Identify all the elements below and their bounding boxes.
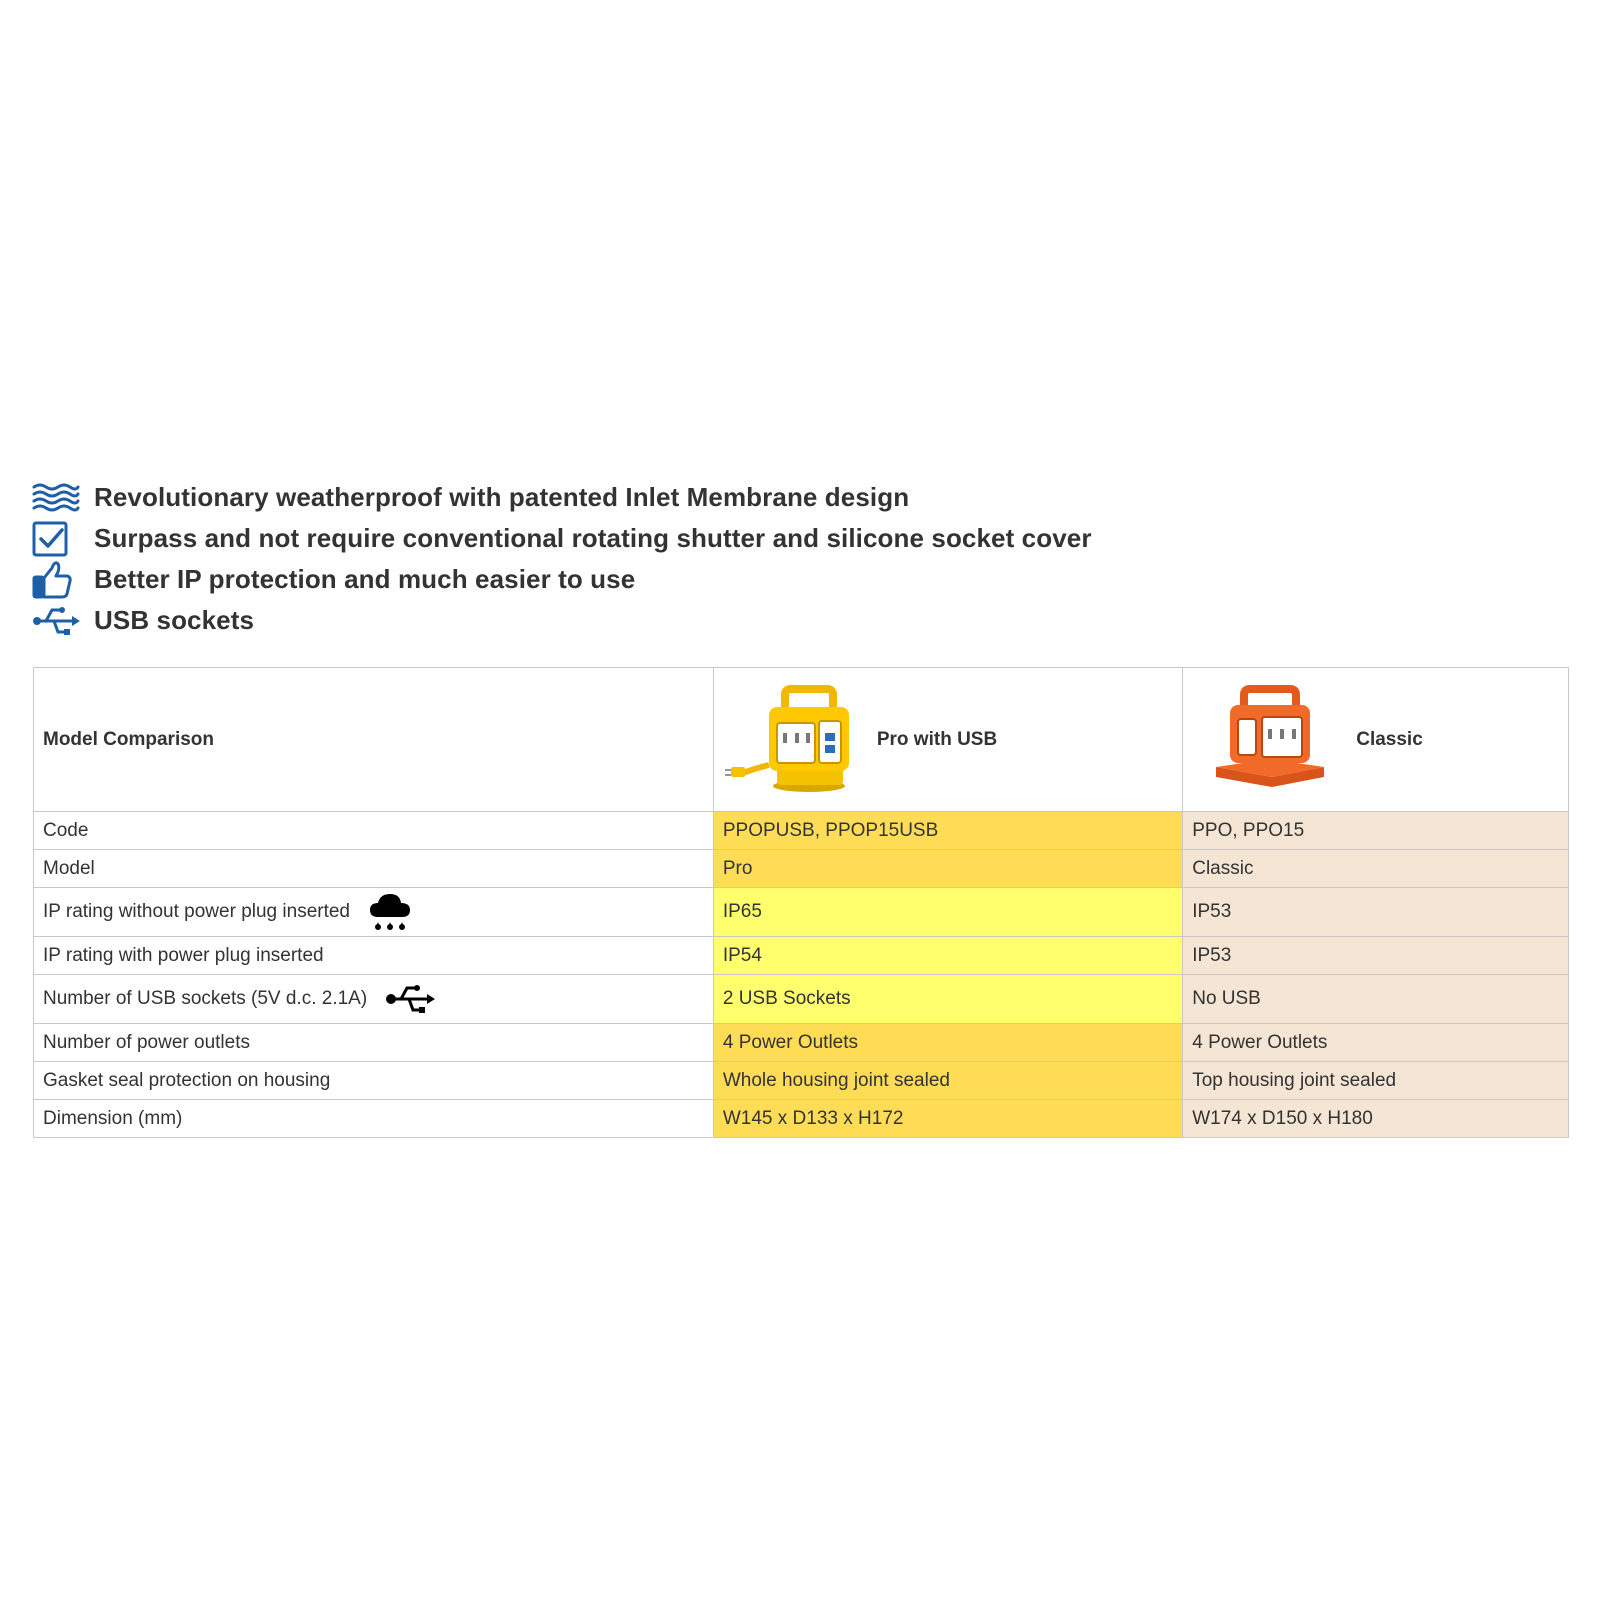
pro-product-image <box>723 685 873 795</box>
classic-value: IP53 <box>1183 888 1569 937</box>
row-label: Model <box>34 850 714 888</box>
row-label: Code <box>34 812 714 850</box>
table-row <box>34 888 1569 937</box>
feature-item-weatherproof <box>32 477 1432 518</box>
row-label: IP rating without power plug inserted <box>43 901 350 922</box>
pro-value: IP54 <box>713 937 1182 975</box>
usb-icon <box>385 983 437 1015</box>
feature-item-ip-protection <box>32 559 1432 600</box>
classic-value: PPO, PPO15 <box>1183 812 1569 850</box>
pro-value: IP65 <box>713 888 1182 937</box>
thumbs-up-icon <box>32 562 84 598</box>
row-label: Gasket seal protection on housing <box>34 1062 714 1100</box>
feature-text: Surpass and not require conventional rotating shutter and silicone socket cover <box>94 523 1092 553</box>
row-label: Number of USB sockets (5V d.c. 2.1A) <box>43 988 368 1009</box>
classic-value: Classic <box>1183 850 1569 888</box>
header-classic-label: Classic <box>1356 728 1423 750</box>
table-row <box>34 850 1569 888</box>
table-row <box>34 937 1569 975</box>
feature-text: USB sockets <box>94 605 255 635</box>
table-row <box>34 812 1569 850</box>
classic-value: IP53 <box>1183 937 1569 975</box>
pro-value: Whole housing joint sealed <box>713 1062 1182 1100</box>
row-label: Number of power outlets <box>34 1024 714 1062</box>
header-label: Model Comparison <box>34 668 714 812</box>
waves-icon <box>32 480 84 516</box>
classic-value: 4 Power Outlets <box>1183 1024 1569 1062</box>
pro-value: 4 Power Outlets <box>713 1024 1182 1062</box>
table-row <box>34 975 1569 1024</box>
pro-value: PPOPUSB, PPOP15USB <box>713 812 1182 850</box>
row-label: IP rating with power plug inserted <box>34 937 714 975</box>
classic-value: Top housing joint sealed <box>1183 1062 1569 1100</box>
pro-value: 2 USB Sockets <box>713 975 1182 1024</box>
classic-value: W174 x D150 x H180 <box>1183 1100 1569 1138</box>
feature-text: Better IP protection and much easier to use <box>94 564 636 594</box>
pro-value: W145 x D133 x H172 <box>713 1100 1182 1138</box>
classic-product-image <box>1210 685 1330 795</box>
table-row <box>34 1062 1569 1100</box>
pro-value: Pro <box>713 850 1182 888</box>
feature-list <box>32 477 1432 641</box>
model-comparison-table <box>33 667 1569 1138</box>
rain-cloud-icon <box>368 891 412 933</box>
header-classic <box>1183 668 1569 812</box>
header-pro-label: Pro with USB <box>876 728 998 750</box>
row-label: Dimension (mm) <box>34 1100 714 1138</box>
table-row <box>34 1024 1569 1062</box>
header-pro <box>713 668 1182 812</box>
feature-item-no-shutter <box>32 518 1432 559</box>
table-row <box>34 1100 1569 1138</box>
row-label-cell <box>34 975 714 1024</box>
table-header-row <box>34 668 1569 812</box>
row-label-cell <box>34 888 714 937</box>
checkbox-icon <box>32 521 84 557</box>
feature-text: Revolutionary weatherproof with patented Inlet Membrane design <box>94 482 910 512</box>
classic-value: No USB <box>1183 975 1569 1024</box>
feature-item-usb <box>32 600 1432 641</box>
usb-icon <box>32 603 84 639</box>
